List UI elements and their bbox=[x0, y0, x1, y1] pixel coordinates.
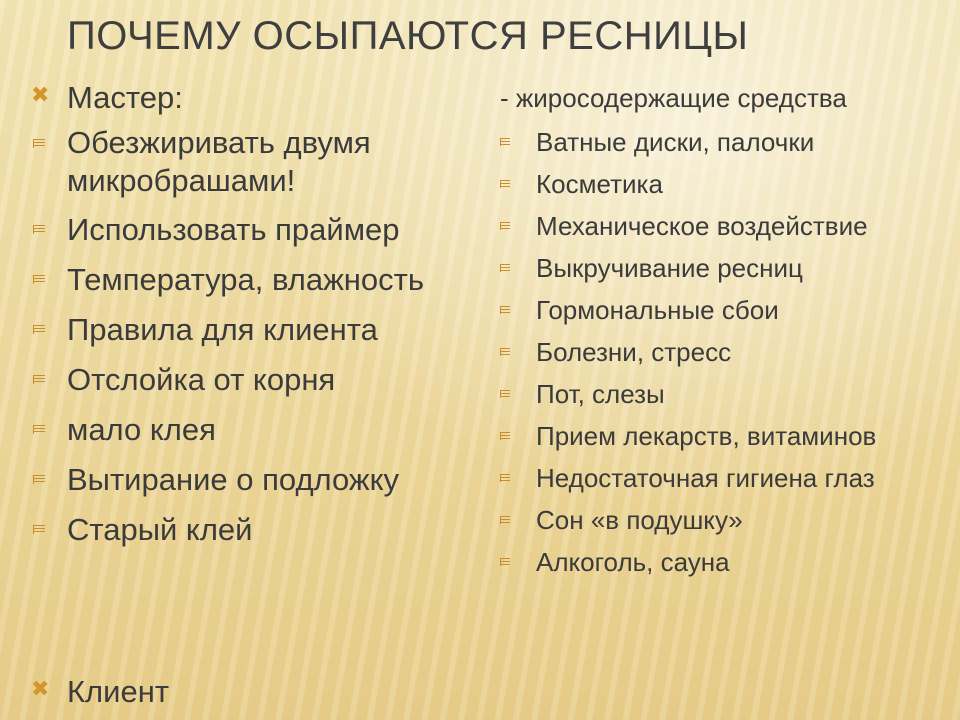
list-bullet-icon bbox=[33, 139, 45, 148]
list-bullet-icon bbox=[500, 306, 510, 314]
list-item: мало клея bbox=[30, 410, 480, 450]
list-item: Косметика bbox=[496, 168, 946, 200]
list-item: Сон «в подушку» bbox=[496, 504, 946, 536]
list-bullet-icon bbox=[33, 325, 45, 334]
list-bullet-icon bbox=[500, 222, 510, 230]
list-bullet-icon bbox=[500, 180, 510, 188]
list-item: Механическое воздействие bbox=[496, 210, 946, 242]
list-item: Отслойка от корня bbox=[30, 360, 480, 400]
list-item: Обезжиривать двумя микробрашами! bbox=[30, 124, 427, 200]
list-bullet-icon bbox=[33, 225, 45, 234]
right-column bbox=[496, 78, 946, 578]
list-bullet-icon bbox=[500, 474, 510, 482]
list-bullet-icon bbox=[33, 375, 45, 384]
list-item: Правила для клиента bbox=[30, 310, 480, 350]
list-bullet-icon bbox=[500, 432, 510, 440]
list-item: Пот, слезы bbox=[496, 378, 946, 410]
x-bullet-icon: ✖ bbox=[31, 676, 50, 701]
client-heading bbox=[30, 672, 169, 712]
x-bullet-icon: ✖ bbox=[31, 82, 50, 107]
list-item: Температура, влажность bbox=[30, 260, 480, 300]
list-item: Болезни, стресс bbox=[496, 336, 946, 368]
list-bullet-icon bbox=[33, 425, 45, 434]
list-item: Недостаточная гигиена глаз bbox=[496, 462, 946, 494]
list-item: Ватные диски, палочки bbox=[496, 126, 946, 158]
list-bullet-icon bbox=[33, 275, 45, 284]
list-bullet-icon bbox=[500, 138, 510, 146]
list-bullet-icon bbox=[500, 390, 510, 398]
list-bullet-icon bbox=[500, 558, 510, 566]
list-bullet-icon bbox=[500, 516, 510, 524]
list-bullet-icon bbox=[33, 525, 45, 534]
fatty-products-line: - жиросодержащие средства bbox=[500, 83, 847, 113]
master-heading bbox=[30, 78, 480, 118]
list-bullet-icon bbox=[33, 475, 45, 484]
list-item: Старый клей bbox=[30, 510, 480, 550]
list-item: Выкручивание ресниц bbox=[496, 252, 946, 284]
client-label: Клиент bbox=[67, 674, 170, 709]
list-item: Вытирание о подложку bbox=[30, 460, 480, 500]
list-item: Прием лекарств, витаминов bbox=[496, 420, 946, 452]
list-item: Использовать праймер bbox=[30, 210, 480, 250]
list-bullet-icon bbox=[500, 264, 510, 272]
list-item: Гормональные сбои bbox=[496, 294, 946, 326]
left-column bbox=[30, 78, 480, 709]
list-item: Алкоголь, сауна bbox=[496, 546, 946, 578]
master-label: Мастер: bbox=[67, 80, 183, 115]
slide-title: ПОЧЕМУ ОСЫПАЮТСЯ РЕСНИЦЫ bbox=[67, 14, 749, 58]
list-bullet-icon bbox=[500, 348, 510, 356]
